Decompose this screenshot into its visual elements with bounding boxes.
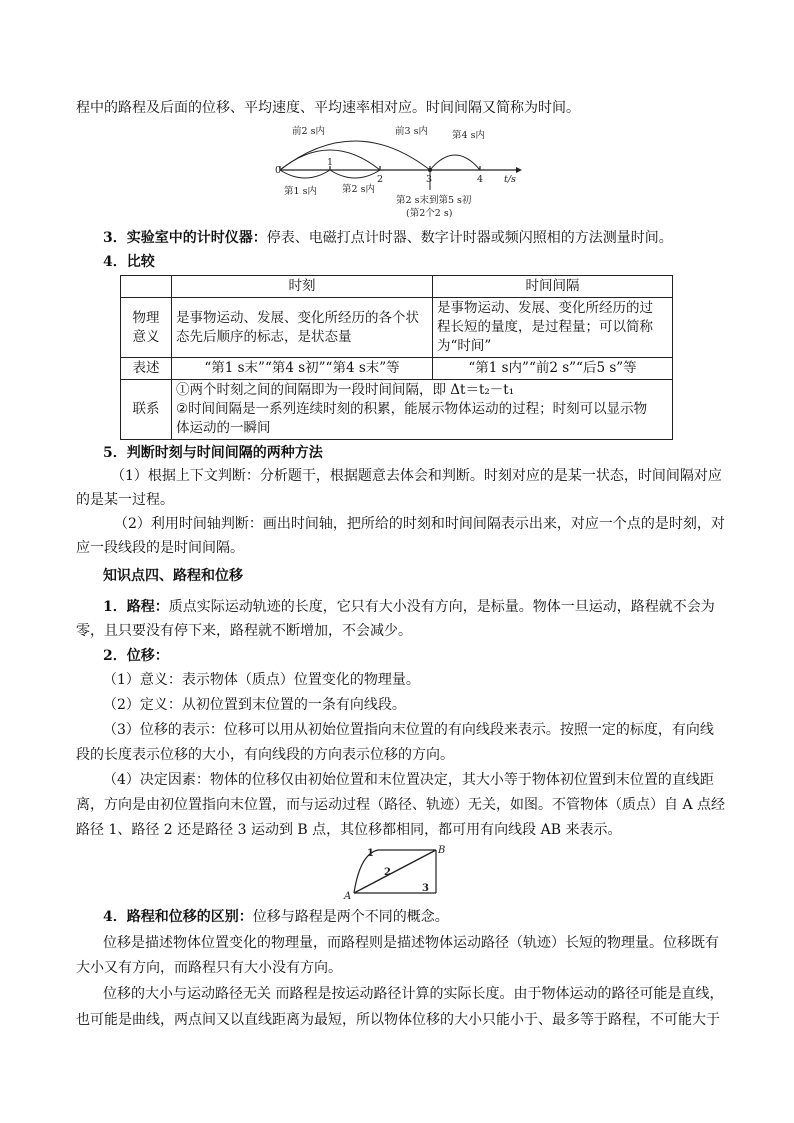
section-5-p2b: 应一段线段的是时间间隔。 xyxy=(76,540,244,556)
below-label-note: (第2个2 s) xyxy=(406,208,453,219)
below-label-1st: 第1 s内 xyxy=(284,186,317,197)
header-moment: 时刻 xyxy=(172,276,433,298)
table-row xyxy=(121,298,673,358)
section-5-title: 5．判断时刻与时间间隔的两种方法 xyxy=(103,445,323,461)
intro-line: 程中的路程及后面的位移、平均速度、平均速率相对应。时间间隔又简称为时间。 xyxy=(76,100,580,116)
path-1-label: 1 xyxy=(367,848,374,859)
arc-label-first3: 前3 s内 xyxy=(395,126,428,137)
table-header-row xyxy=(121,276,673,298)
row-label-expression: 表述 xyxy=(121,358,172,380)
section-4-title: 4．比较 xyxy=(103,254,155,270)
cell-moment-meaning: 是事物运动、发展、变化所经历的各个状 态先后顺序的标志，是状态量 xyxy=(172,298,433,358)
timeline-figure xyxy=(270,122,530,222)
tick-2: 2 xyxy=(377,174,384,185)
axis-label: t/s xyxy=(504,174,516,185)
tick-3: 3 xyxy=(426,174,433,185)
comparison-table xyxy=(120,275,673,440)
cell-moment-expression: “第1 s末”“第4 s初”“第4 s末”等 xyxy=(172,358,433,380)
section-3-text: 停表、电磁打点计时器、数字计时器或频闪照相的方法测量时间。 xyxy=(266,230,673,246)
section-5-p2a: （2）利用时间轴判断：画出时间轴，把所给的时刻和时间间隔表示出来，对应一个点的是时刻，对 xyxy=(114,516,725,532)
displacement-meaning: （1）意义：表示物体（质点）位置变化的物理量。 xyxy=(103,672,420,688)
header-interval: 时间间隔 xyxy=(433,276,673,298)
difference-p2b: 也可能是曲线，两点间又以直线距离为最短，所以物体位移的大小只能小于、最多等于路程，不可能大于 xyxy=(76,1012,720,1028)
section-3 xyxy=(103,228,673,248)
path-2-label: 2 xyxy=(384,867,391,878)
difference-p1b: 大小又有方向，而路程只有大小没有方向。 xyxy=(76,960,342,976)
section-5-p1a: （1）根据上下文判断：分析题干，根据题意去体会和判断。时刻对应的是某一状态，时间间隔对应 xyxy=(111,468,722,484)
difference-p1a: 位移是描述物体位置变化的物理量，而路程则是描述物体运动路径（轨迹）长短的物理量。位移既有 xyxy=(103,935,719,951)
row-label-meaning: 物理 意义 xyxy=(121,298,172,358)
displacement-factor-a: （4）决定因素：物体的位移仅由初始位置和末位置决定，其大小等于物体初位置到末位置的直线距 xyxy=(103,772,714,788)
point-a-label: A xyxy=(344,891,352,900)
displacement-factor-c: 路径 1、路径 2 还是路径 3 运动到 B 点，其位移都相同，都可用有向线段 AB 来表示。 xyxy=(76,822,622,838)
knowledge-point-4-title: 知识点四、路程和位移 xyxy=(103,568,243,584)
table-row xyxy=(121,358,673,380)
section-3-title: 3．实验室中的计时仪器： xyxy=(103,230,267,246)
header-empty xyxy=(121,276,172,298)
path-figure xyxy=(342,842,454,900)
displacement-title: 2．位移： xyxy=(103,648,169,664)
arc-label-4th: 第4 s内 xyxy=(452,130,485,141)
path-def-a: 1．路程：质点实际运动轨迹的长度，它只有大小没有方向，是标量。物体一旦运动，路程就不会为 xyxy=(103,599,715,615)
below-label-span: 第2 s末到第5 s初 xyxy=(396,195,472,206)
section-5-p1b: 的是某一过程。 xyxy=(76,492,174,508)
displacement-repr-b: 段的长度表示位移的大小，有向线段的方向表示位移的方向。 xyxy=(76,747,454,763)
difference-heading: 4．路程和位移的区别：位移与路程是两个不同的概念。 xyxy=(103,909,449,925)
displacement-definition: （2）定义：从初位置到末位置的一条有向线段。 xyxy=(103,697,406,713)
row-label-relation: 联系 xyxy=(121,380,172,440)
below-label-2nd: 第2 s内 xyxy=(342,184,375,195)
displacement-factor-b: 离，方向是由初位置指向末位置，而与运动过程（路径、轨迹）无关，如图。不管物体（质点）自 A 点经 xyxy=(76,797,726,813)
cell-interval-meaning: 是事物运动、发展、变化所经历的过 程长短的量度，是过程量；可以简称 为“时间” xyxy=(433,298,673,358)
cell-relation: ①两个时刻之间的间隔即为一段时间间隔，即 Δt＝t₂－t₁ ②时间间隔是一系列连续时刻的积累，能展示物体运动的过程；时刻可以显示物 体运动的一瞬间 xyxy=(172,380,673,440)
difference-p2a: 位移的大小与运动路径无关 而路程是按运动路径计算的实际长度。由于物体运动的路径可能是直线， xyxy=(103,986,724,1002)
arc-label-first2: 前2 s内 xyxy=(292,126,325,137)
path-3-label: 3 xyxy=(422,883,429,894)
table-row xyxy=(121,380,673,440)
path-def-b: 零，且只要没有停下来，路程就不断增加，不会减少。 xyxy=(76,623,412,639)
tick-1: 1 xyxy=(327,157,334,168)
point-b-label: B xyxy=(438,845,446,856)
displacement-repr-a: （3）位移的表示：位移可以用从初始位置指向末位置的有向线段来表示。按照一定的标度，有向线 xyxy=(103,722,714,738)
tick-4: 4 xyxy=(477,174,484,185)
tick-0: 0 xyxy=(275,165,282,176)
cell-interval-expression: “第1 s内”“前2 s”“后5 s”等 xyxy=(433,358,673,380)
